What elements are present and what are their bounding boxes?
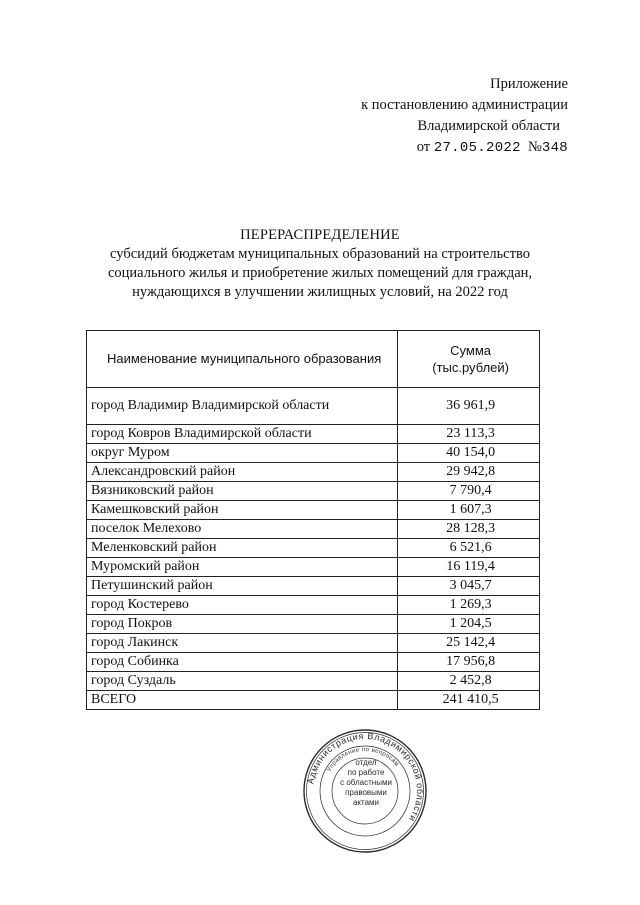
table-row <box>87 596 540 615</box>
municipality-name: Муромский район <box>87 558 398 577</box>
subsidy-sum: 17 956,8 <box>398 653 540 672</box>
municipality-name: округ Муром <box>87 444 398 463</box>
column-header-sum <box>398 331 540 388</box>
subsidy-sum: 28 128,3 <box>398 520 540 539</box>
appendix-label: Приложение <box>490 76 568 92</box>
subsidy-sum: 1 607,3 <box>398 501 540 520</box>
subsidy-sum: 36 961,9 <box>398 388 540 425</box>
table-row <box>87 615 540 634</box>
table-row <box>87 539 540 558</box>
subsidy-sum: 1 269,3 <box>398 596 540 615</box>
region-name: Владимирской области <box>417 118 560 134</box>
municipality-name: поселок Мелехово <box>87 520 398 539</box>
table-row <box>87 558 540 577</box>
date-prefix: от <box>416 139 431 155</box>
table-row <box>87 482 540 501</box>
stamp-center-line3: с областными <box>340 778 392 787</box>
stamp-center-text <box>330 758 402 808</box>
table-row <box>87 672 540 691</box>
stamp-inner-text: Управление по вопросам <box>326 746 400 773</box>
stamp-center-line1: отдел <box>355 758 377 767</box>
subsidy-sum: 25 142,4 <box>398 634 540 653</box>
table-row <box>87 388 540 425</box>
document-number: 348 <box>541 140 568 156</box>
subsidy-sum: 2 452,8 <box>398 672 540 691</box>
table-row <box>87 463 540 482</box>
column-header-name: Наименование муниципального образования <box>87 331 398 388</box>
subsidy-sum: 40 154,0 <box>398 444 540 463</box>
sum-header-line1: Сумма <box>450 343 492 358</box>
table-row <box>87 634 540 653</box>
municipality-name: город Покров <box>87 615 398 634</box>
resolution-reference: к постановлению администрации <box>361 97 568 113</box>
document-title <box>0 226 640 302</box>
table-row <box>87 444 540 463</box>
title-line-4: нуждающихся в улучшении жилищных условий, на 2022 год <box>132 284 508 300</box>
municipality-name: город Ковров Владимирской области <box>87 425 398 444</box>
title-line-2: субсидий бюджетам муниципальных образований на строительство <box>110 246 530 262</box>
stamp-outer-text: Администрация Владимирской области <box>305 730 426 824</box>
subsidy-sum: 23 113,3 <box>398 425 540 444</box>
table-header-row <box>87 331 540 388</box>
table-row <box>87 425 540 444</box>
subsidy-sum: 16 119,4 <box>398 558 540 577</box>
subsidy-table <box>86 330 540 710</box>
municipality-name: город Лакинск <box>87 634 398 653</box>
municipality-name: город Владимир Владимирской области <box>87 388 398 425</box>
number-prefix: № <box>528 139 542 155</box>
total-row <box>87 691 540 710</box>
stamp-center-line4: правовыми <box>345 788 387 797</box>
table-row <box>87 520 540 539</box>
subsidy-sum: 29 942,8 <box>398 463 540 482</box>
municipality-name: город Суздаль <box>87 672 398 691</box>
municipality-name: Камешковский район <box>87 501 398 520</box>
document-header <box>361 74 568 159</box>
municipality-name: Меленковский район <box>87 539 398 558</box>
table-row <box>87 577 540 596</box>
title-heading: ПЕРЕРАСПРЕДЕЛЕНИЕ <box>240 227 400 243</box>
municipality-name: город Собинка <box>87 653 398 672</box>
stamp-center-line2: по работе <box>347 768 385 777</box>
total-label: ВСЕГО <box>87 691 398 710</box>
table-row <box>87 653 540 672</box>
municipality-name: город Костерево <box>87 596 398 615</box>
subsidy-sum: 3 045,7 <box>398 577 540 596</box>
subsidy-sum: 6 521,6 <box>398 539 540 558</box>
table-row <box>87 501 540 520</box>
subsidy-sum: 1 204,5 <box>398 615 540 634</box>
date-line <box>361 137 568 159</box>
municipality-name: Петушинский район <box>87 577 398 596</box>
sum-header-line2: (тыс.рублей) <box>432 360 509 375</box>
subsidy-sum: 7 790,4 <box>398 482 540 501</box>
municipality-name: Вязниковский район <box>87 482 398 501</box>
total-sum: 241 410,5 <box>398 691 540 710</box>
stamp-center-line5: актами <box>352 798 380 807</box>
title-line-3: социального жилья и приобретение жилых помещений для граждан, <box>107 265 533 281</box>
document-date: 27.05.2022 <box>433 140 521 156</box>
municipality-name: Александровский район <box>87 463 398 482</box>
